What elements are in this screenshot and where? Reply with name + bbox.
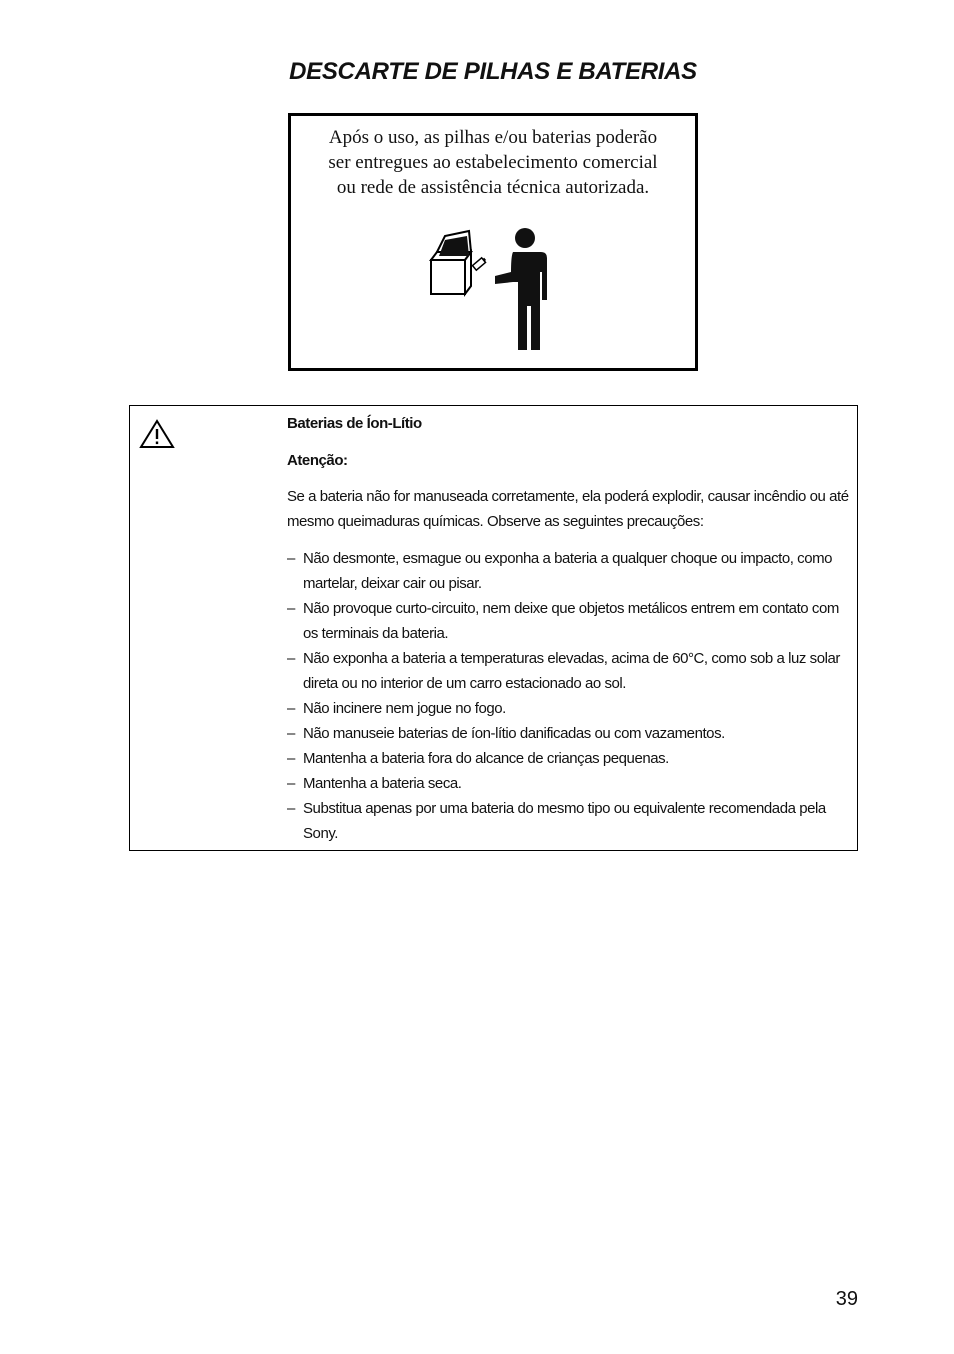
list-item: [287, 746, 849, 771]
list-item: [287, 696, 849, 721]
precaution-text: Não desmonte, esmague ou exponha a bateria a qualquer choque ou impacto, como martelar, deixar cair ou pisar.: [303, 550, 833, 592]
battery-disposal-notice: [288, 113, 698, 371]
precaution-text: Não incinere nem jogue no fogo.: [303, 700, 506, 717]
list-item: [287, 596, 849, 646]
bullet-dash: –: [287, 800, 295, 817]
precaution-text: Não provoque curto-circuito, nem deixe que objetos metálicos entrem em contato com os terminais da bateria.: [303, 600, 839, 642]
bullet-dash: –: [287, 725, 295, 742]
lithium-ion-warning: [129, 405, 858, 851]
list-item: [287, 646, 849, 696]
precaution-text: Não manuseie baterias de íon-lítio danificadas ou com vazamentos.: [303, 725, 725, 742]
attention-label: Atenção:: [287, 452, 348, 469]
bullet-dash: –: [287, 700, 295, 717]
bullet-dash: –: [287, 650, 295, 667]
battery-disposal-person-icon: [425, 226, 555, 352]
bullet-dash: –: [287, 750, 295, 767]
list-item: [287, 771, 849, 796]
precaution-text: Mantenha a bateria fora do alcance de crianças pequenas.: [303, 750, 669, 767]
disposal-notice-line: ser entregues ao estabelecimento comercial: [328, 152, 658, 173]
bullet-dash: –: [287, 600, 295, 617]
bullet-dash: –: [287, 775, 295, 792]
disposal-notice-text: [301, 125, 685, 200]
list-item: [287, 796, 849, 846]
page-number: 39: [835, 1288, 858, 1310]
disposal-notice-line: Após o uso, as pilhas e/ou baterias poderão: [328, 127, 658, 148]
precaution-text: Mantenha a bateria seca.: [303, 775, 462, 792]
warning-heading: Baterias de Íon-Lítio: [287, 415, 422, 432]
list-item: [287, 546, 849, 596]
warning-triangle-icon: [139, 419, 175, 449]
disposal-notice-line: ou rede de assistência técnica autorizada.: [336, 177, 650, 198]
precaution-text: Não exponha a bateria a temperaturas elevadas, acima de 60°C, como sob a luz solar direta ou no interior de um carro estacionado ao sol.: [303, 650, 840, 692]
page-title: DESCARTE DE PILHAS E BATERIAS: [289, 58, 697, 85]
list-item: [287, 721, 849, 746]
precaution-text: Substitua apenas por uma bateria do mesmo tipo ou equivalente recomendada pela Sony.: [303, 800, 826, 842]
warning-intro: Se a bateria não for manuseada corretamente, ela poderá explodir, causar incêndio ou até mesmo queimaduras químicas. Observe as seguintes precauções:: [287, 488, 849, 530]
precautions-list: [287, 546, 849, 846]
bullet-dash: –: [287, 550, 295, 567]
